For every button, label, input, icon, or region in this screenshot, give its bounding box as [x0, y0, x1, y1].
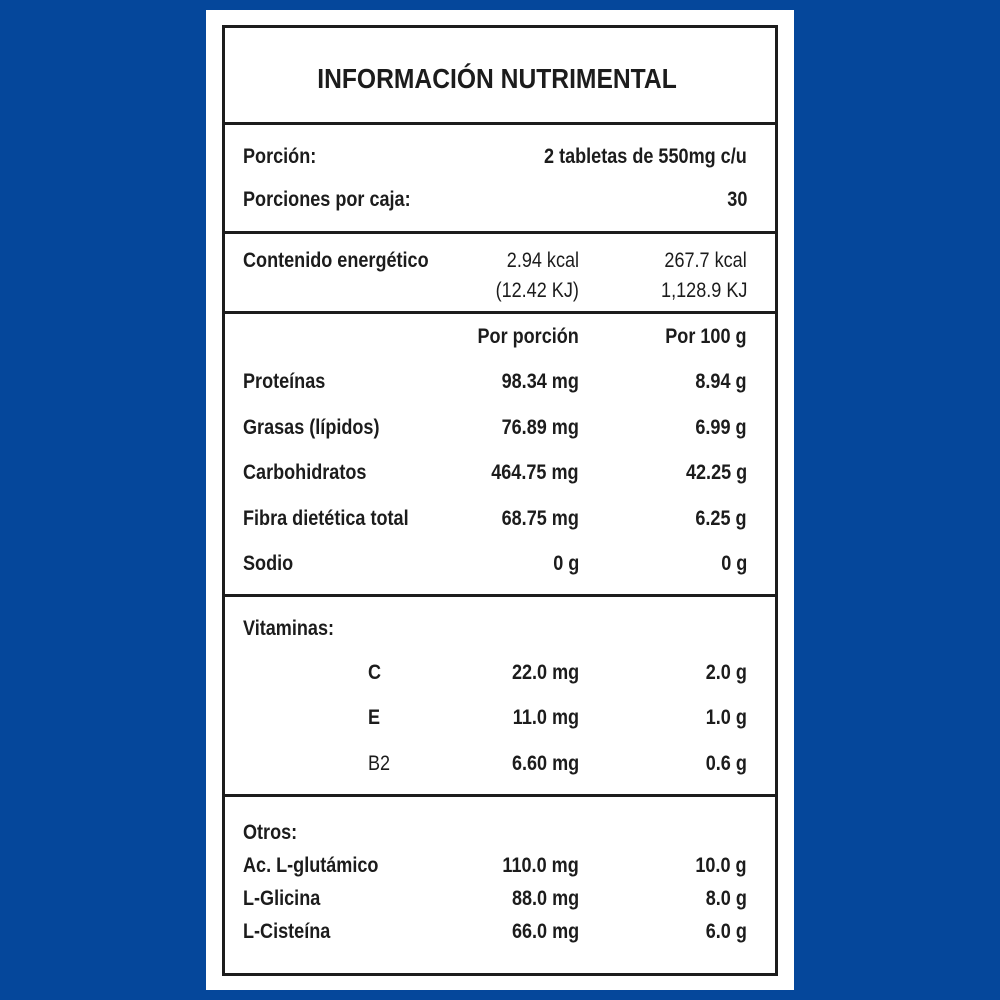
other-portion: 66.0 mg — [511, 920, 579, 943]
header-per-100g: Por 100 g — [665, 325, 747, 348]
vitamins-label: Vitaminas: — [243, 617, 335, 640]
vitamin-name: C — [368, 661, 382, 684]
header-per-portion: Por porción — [477, 325, 579, 348]
nutrients-section — [225, 314, 775, 597]
nutrient-portion: 68.75 mg — [501, 507, 579, 530]
energy-section — [225, 234, 775, 314]
other-name: L-Cisteína — [243, 920, 331, 943]
nutrient-per100: 6.99 g — [695, 416, 747, 439]
others-section — [225, 797, 775, 973]
vitamin-name: B2 — [368, 752, 391, 775]
other-name: L-Glicina — [243, 887, 321, 910]
nutrient-per100: 6.25 g — [695, 507, 747, 530]
others-label: Otros: — [243, 821, 298, 844]
nutrient-portion: 464.75 mg — [491, 461, 579, 484]
nutrient-name: Grasas (lípidos) — [243, 416, 380, 439]
nutrient-name: Proteínas — [243, 370, 326, 393]
energy-portion-kj: (12.42 KJ) — [495, 279, 579, 302]
nutrient-portion: 0 g — [552, 552, 579, 575]
other-per100: 10.0 g — [695, 854, 747, 877]
nutrient-portion: 76.89 mg — [501, 416, 579, 439]
vitamin-per100: 1.0 g — [705, 706, 747, 729]
other-per100: 8.0 g — [705, 887, 747, 910]
nutrient-per100: 8.94 g — [695, 370, 747, 393]
nutrient-per100: 42.25 g — [685, 461, 747, 484]
energy-100-kj: 1,128.9 KJ — [660, 279, 747, 302]
energy-label: Contenido energético — [243, 249, 429, 272]
nutrient-portion: 98.34 mg — [501, 370, 579, 393]
per-box-value: 30 — [726, 188, 747, 211]
vitamin-portion: 22.0 mg — [511, 661, 579, 684]
other-per100: 6.0 g — [705, 920, 747, 943]
title-section — [225, 28, 775, 125]
energy-portion-kcal: 2.94 kcal — [506, 249, 579, 272]
nutrient-name: Fibra dietética total — [243, 507, 409, 530]
portion-value: 2 tabletas de 550mg c/u — [544, 145, 747, 168]
page-title: INFORMACIÓN NUTRIMENTAL — [317, 63, 677, 94]
vitamin-portion: 6.60 mg — [511, 752, 579, 775]
vitamin-portion: 11.0 mg — [512, 706, 579, 729]
other-portion: 88.0 mg — [511, 887, 579, 910]
vitamin-name: E — [368, 706, 381, 729]
other-name: Ac. L-glutámico — [243, 854, 379, 877]
energy-100-kcal: 267.7 kcal — [664, 249, 747, 272]
nutrient-name: Sodio — [243, 552, 294, 575]
vitamin-per100: 0.6 g — [705, 752, 747, 775]
nutrient-per100: 0 g — [720, 552, 747, 575]
nutrient-name: Carbohidratos — [243, 461, 367, 484]
other-portion: 110.0 mg — [502, 854, 579, 877]
portion-label: Porción: — [243, 145, 317, 168]
per-box-label: Porciones por caja: — [243, 188, 411, 211]
serving-section — [225, 125, 775, 234]
vitamin-per100: 2.0 g — [705, 661, 747, 684]
nutrition-facts-panel — [222, 25, 778, 976]
vitamins-section — [225, 597, 775, 797]
